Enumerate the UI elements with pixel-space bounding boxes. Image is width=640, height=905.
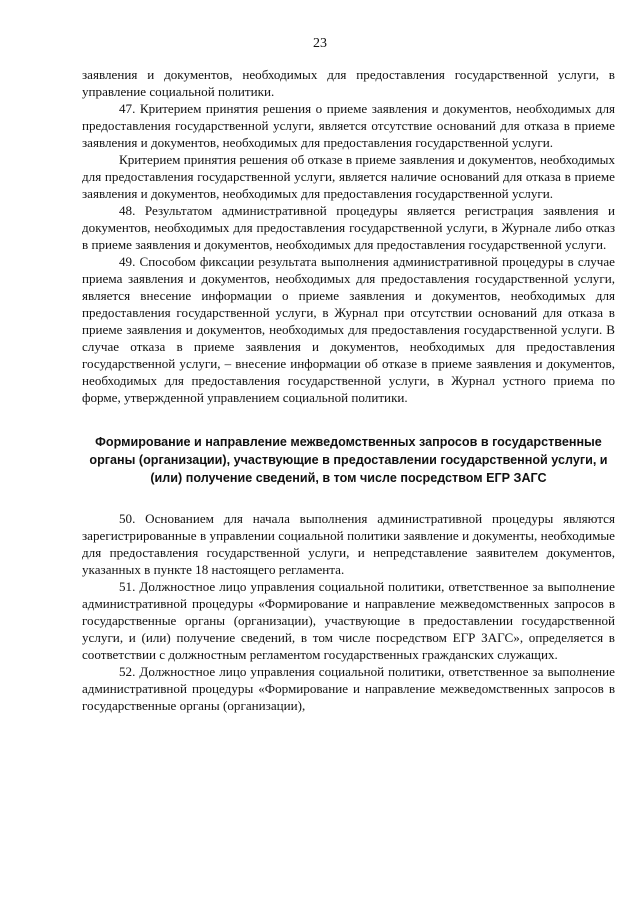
section-heading: Формирование и направление межведомственных запросов в государственные органы (организации), участвующие в предоставлении государственной услуги, и (или) получение сведений, в том числе посредством ЕГР ЗАГС [89,435,608,485]
paragraph-continuation: заявления и документов, необходимых для предоставления государственной услуги, в управление социальной политики. [82,67,615,99]
paragraph-48: 48. Результатом административной процедуры является регистрация заявления и документов, необходимых для предоставления государственной услуги, в Журнале либо отказ в приеме заявления и документов, необходимых для предоставления государственной услуги. [82,203,615,252]
paragraph-47-refusal-criterion: Критерием принятия решения об отказе в приеме заявления и документов, необходимых для предоставления государственной услуги, является наличие оснований для отказа в приеме заявления и документов, необходимых для предоставления государственной услуги. [82,152,615,201]
document-body [82,66,615,714]
page-number: 23 [313,36,327,51]
paragraph-52: 52. Должностное лицо управления социальной политики, ответственное за выполнение административной процедуры «Формирование и направление межведомственных запросов в государственные органы (организации), [82,664,615,713]
paragraph-49: 49. Способом фиксации результата выполнения административной процедуры в случае приема заявления и документов, необходимых для предоставления государственной услуги, является внесение информации о приеме заявления и документов, необходимых для предоставления государственной услуги, в Журнал при отсутствии оснований для отказа в приеме заявления и документов, необходимых для предоставления государственной услуги. В случае отказа в приеме заявления и документов, необходимых для предоставления государственной услуги, – внесение информации об отказе в приеме заявления и документов, необходимых для предоставления государственной услуги, в Журнал устного приема по форме, утвержденной управлением социальной политики. [82,254,615,405]
paragraph-51: 51. Должностное лицо управления социальной политики, ответственное за выполнение административной процедуры «Формирование и направление межведомственных запросов в государственные органы (организации), участвующие в предоставлении государственной услуги, и (или) получение сведений, в том числе посредством ЕГР ЗАГС», определяется в соответствии с должностным регламентом государственных гражданских служащих. [82,579,615,662]
paragraph-47: 47. Критерием принятия решения о приеме заявления и документов, необходимых для предоставления государственной услуги, является отсутствие оснований для отказа в приеме заявления и документов, необходимых для предоставления государственной услуги. [82,101,615,150]
paragraph-50: 50. Основанием для начала выполнения административной процедуры являются зарегистрированные в управлении социальной политики заявление и документы, необходимые для предоставления государственной услуги, и непредставление заявителем документов, указанных в пункте 18 настоящего регламента. [82,511,615,577]
